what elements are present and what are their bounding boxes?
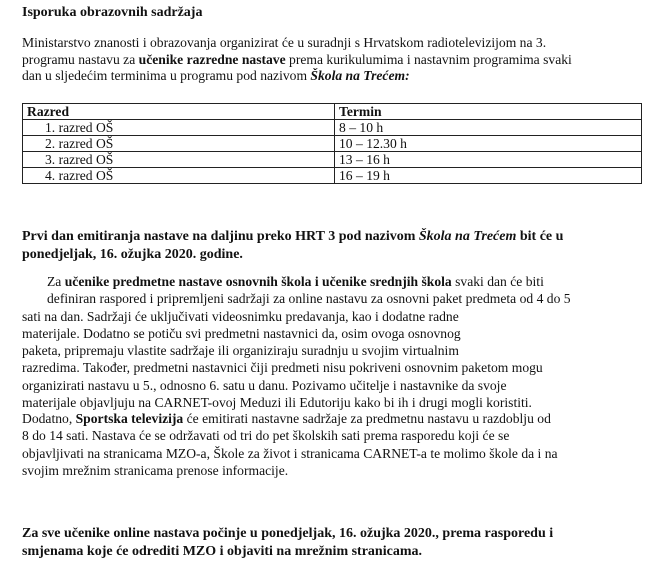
highlight-sports-tv: Sportska televizija — [75, 411, 184, 426]
cell-time: 10 – 12.30 h — [335, 136, 642, 152]
intro-paragraph — [22, 35, 643, 85]
table-row — [23, 168, 642, 184]
table-header-row — [23, 104, 642, 120]
intro-line-1: Ministarstvo znanosti i obrazovanja organizirat će u suradnji s Hrvatskom radiotelevizijom na 3. — [22, 35, 547, 50]
table-row — [23, 120, 642, 136]
program-name: Škola na Trećem: — [310, 68, 410, 83]
intro-line-3: dan u sljedećim terminima u programu pod nazivom Škola na Trećem: — [22, 68, 410, 83]
sports-tv-paragraph: Dodatno, Sportska televizija će emitirati nastavne sadržaje za predmetnu nastavu u razdoblju od 8 do 14 sati. Nastava će se održavati od tri do pet školskih sati prema rasporedu koji će se objavljivati na stranicama MZO-a, Škole za život i stranicama CARNET-a te molimo škole da i na svojim mrežnim stranicama prenose informacije. — [22, 411, 558, 478]
table-row — [23, 136, 642, 152]
highlight-subject-students: učenike predmetne nastave osnovnih škola i učenike srednjih škola — [64, 274, 452, 289]
cell-grade: 3. razred OŠ — [23, 152, 335, 168]
closing-announcement: Za sve učenike online nastava počinje u ponedjeljak, 16. ožujka 2020., prema rasporedu i smjenama koje će odrediti MZO i objaviti na mrežnim stranicama. — [22, 526, 554, 559]
program-name: Škola na Trećem — [418, 229, 517, 244]
intro-line-2: programu nastavu za učenike razredne nastave prema kurikulumima i nastavnim programima svaki — [22, 51, 572, 67]
subject-teaching-paragraph: Za učenike predmetne nastave osnovnih škola i učenike srednjih škola svaki dan će biti definiran raspored i pripremljeni sadržaji za online nastavu za osnovni paket predmeta od 4 do 5 sati na dan. Sadržaji će uključivati videosnimku predavanja, kao i dodatne radne materijale. Dodatno se potiču svi predmetni nastavnici da, osim ovoga osnovnog paketa, pripremaju vlastite sadržaje ili organiziraju suradnju u svojim virtualnim razredima. Također, predmetni nastavnici čiji predmeti nisu pokriveni osnovnim paketom mogu organizirati nastavu u 5., odnosno 6. satu u danu. Pozivamo učitelje i nastavnike da svoje materijale objavljuju na CARNET-ovoj Meduzi ili Edutoriju kako bi ih i drugi mogli koristiti. — [22, 274, 571, 411]
highlight-class-teaching: učenike razredne nastave — [138, 51, 286, 67]
cell-grade: 2. razred OŠ — [23, 136, 335, 152]
header-termin: Termin — [335, 104, 642, 120]
cell-time: 16 – 19 h — [335, 168, 642, 184]
cell-grade: 1. razred OŠ — [23, 120, 335, 136]
section-title: Isporuka obrazovnih sadržaja — [22, 5, 203, 20]
schedule-table — [22, 103, 642, 184]
cell-time: 13 – 16 h — [335, 152, 642, 168]
cell-grade: 4. razred OŠ — [23, 168, 335, 184]
header-razred: Razred — [23, 104, 335, 120]
first-day-announcement: Prvi dan emitiranja nastave na daljinu preko HRT 3 pod nazivom Škola na Trećem bit će u ponedjeljak, 16. ožujka 2020. godine. — [22, 229, 564, 262]
cell-time: 8 – 10 h — [335, 120, 642, 136]
table-row — [23, 152, 642, 168]
